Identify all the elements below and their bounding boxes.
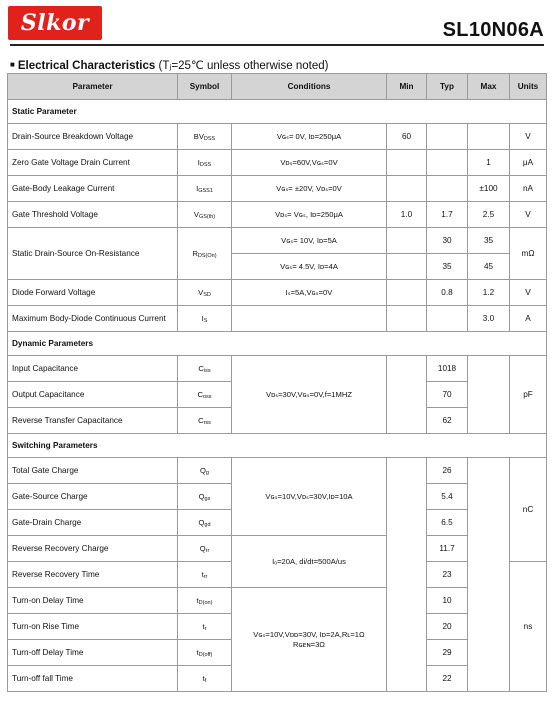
param-cell: Static Drain-Source On-Resistance — [8, 228, 178, 280]
typ-cell: 23 — [427, 562, 468, 588]
unit-cell: V — [510, 202, 547, 228]
section-title: Electrical Characteristics — [17, 60, 156, 72]
param-cell: Reverse Transfer Capacitance — [8, 408, 178, 434]
symbol-cell: Ciss — [178, 356, 232, 382]
param-cell: Reverse Recovery Charge — [8, 536, 178, 562]
switching-condition-line-2: Rɢᴇɴ=3Ω — [293, 639, 325, 649]
param-cell: Total Gate Charge — [8, 458, 178, 484]
group-switching: Switching Parameters — [8, 434, 547, 458]
condition-cell: Vᴅₛ=60V,Vɢₛ=0V — [232, 150, 387, 176]
col-units: Units — [510, 74, 547, 100]
table-row — [8, 588, 547, 614]
max-cell: 45 — [468, 254, 510, 280]
symbol-cell: tD(off) — [178, 640, 232, 666]
condition-cell: Iₛ=5A,Vɢₛ=0V — [232, 280, 387, 306]
max-cell — [468, 124, 510, 150]
unit-cell: nC — [510, 458, 547, 562]
symbol-cell: tD(on) — [178, 588, 232, 614]
min-cell — [387, 280, 427, 306]
unit-cell: mΩ — [510, 228, 547, 280]
symbol-cell: Crss — [178, 408, 232, 434]
col-min: Min — [387, 74, 427, 100]
symbol-cell: IDSS — [178, 150, 232, 176]
typ-cell: 62 — [427, 408, 468, 434]
table-row — [8, 150, 547, 176]
table-row — [8, 356, 547, 382]
unit-cell: V — [510, 124, 547, 150]
table-row — [8, 280, 547, 306]
param-cell: Turn-on Delay Time — [8, 588, 178, 614]
condition-cell: Vɢₛ= 0V, Iᴅ=250μA — [232, 124, 387, 150]
typ-cell: 11.7 — [427, 536, 468, 562]
table-row — [8, 176, 547, 202]
brand-logo — [8, 6, 102, 40]
condition-cell — [232, 588, 387, 692]
group-row — [8, 434, 547, 458]
max-cell: 35 — [468, 228, 510, 254]
typ-cell: 6.5 — [427, 510, 468, 536]
part-number: SL10N06A — [442, 19, 544, 41]
symbol-cell: trr — [178, 562, 232, 588]
unit-cell: pF — [510, 356, 547, 434]
param-cell: Gate Threshold Voltage — [8, 202, 178, 228]
table-row — [8, 536, 547, 562]
min-cell: 60 — [387, 124, 427, 150]
col-max: Max — [468, 74, 510, 100]
section-heading — [10, 58, 328, 72]
unit-cell: V — [510, 280, 547, 306]
param-cell: Gate-Drain Charge — [8, 510, 178, 536]
symbol-cell: Qgd — [178, 510, 232, 536]
logo-text: Slkor — [20, 10, 90, 36]
symbol-cell: IS — [178, 306, 232, 332]
typ-cell — [427, 176, 468, 202]
condition-cell: Vᴅₛ= Vɢₛ, Iᴅ=250μA — [232, 202, 387, 228]
symbol-cell: tr — [178, 614, 232, 640]
col-symbol: Symbol — [178, 74, 232, 100]
symbol-cell: Qg — [178, 458, 232, 484]
param-cell: Reverse Recovery Time — [8, 562, 178, 588]
unit-cell: nA — [510, 176, 547, 202]
typ-cell: 5.4 — [427, 484, 468, 510]
max-cell: 3.0 — [468, 306, 510, 332]
typ-cell: 70 — [427, 382, 468, 408]
typ-cell: 1.7 — [427, 202, 468, 228]
param-cell: Turn-on Rise Time — [8, 614, 178, 640]
table-row — [8, 124, 547, 150]
max-cell: 2.5 — [468, 202, 510, 228]
group-row — [8, 332, 547, 356]
typ-cell — [427, 150, 468, 176]
min-cell — [387, 254, 427, 280]
symbol-cell: IGSS1 — [178, 176, 232, 202]
param-cell: Turn-off Delay Time — [8, 640, 178, 666]
min-cell — [387, 306, 427, 332]
section-subtitle: (Tⱼ=25℃ unless otherwise noted) — [158, 60, 329, 72]
col-conditions: Conditions — [232, 74, 387, 100]
param-cell: Zero Gate Voltage Drain Current — [8, 150, 178, 176]
param-cell: Gate-Source Charge — [8, 484, 178, 510]
condition-cell: Iₒ=20A, di/dt=500A/us — [232, 536, 387, 588]
symbol-cell: BVDSS — [178, 124, 232, 150]
param-cell: Output Capacitance — [8, 382, 178, 408]
section-bullet: ■ — [10, 60, 15, 69]
param-cell: Maximum Body-Diode Continuous Current — [8, 306, 178, 332]
param-cell: Gate-Body Leakage Current — [8, 176, 178, 202]
table-row — [8, 202, 547, 228]
symbol-cell: Qgs — [178, 484, 232, 510]
group-row — [8, 100, 547, 124]
typ-cell: 22 — [427, 666, 468, 692]
typ-cell — [427, 306, 468, 332]
max-cell — [468, 458, 510, 692]
max-cell: ±100 — [468, 176, 510, 202]
header-divider — [10, 44, 544, 46]
table-row — [8, 458, 547, 484]
electrical-characteristics-table — [7, 73, 547, 692]
param-cell: Diode Forward Voltage — [8, 280, 178, 306]
unit-cell: ns — [510, 562, 547, 692]
typ-cell — [427, 124, 468, 150]
param-cell: Drain-Source Breakdown Voltage — [8, 124, 178, 150]
condition-cell: Vɢₛ=10V,Vᴅₛ=30V,Iᴅ=10A — [232, 458, 387, 536]
group-dynamic: Dynamic Parameters — [8, 332, 547, 356]
typ-cell: 26 — [427, 458, 468, 484]
condition-cell: Vɢₛ= 4.5V, Iᴅ=4A — [232, 254, 387, 280]
typ-cell: 30 — [427, 228, 468, 254]
max-cell: 1 — [468, 150, 510, 176]
symbol-cell: VSD — [178, 280, 232, 306]
min-cell — [387, 458, 427, 692]
unit-cell: A — [510, 306, 547, 332]
typ-cell: 29 — [427, 640, 468, 666]
group-static: Static Parameter — [8, 100, 547, 124]
min-cell — [387, 356, 427, 434]
table-row — [8, 306, 547, 332]
min-cell: 1.0 — [387, 202, 427, 228]
col-parameter: Parameter — [8, 74, 178, 100]
unit-cell: μA — [510, 150, 547, 176]
typ-cell: 10 — [427, 588, 468, 614]
param-cell: Input Capacitance — [8, 356, 178, 382]
col-typ: Typ — [427, 74, 468, 100]
condition-cell — [232, 306, 387, 332]
condition-cell: Vᴅₛ=30V,Vɢₛ=0V,f=1MHZ — [232, 356, 387, 434]
table-header-row — [8, 74, 547, 100]
switching-condition-line-1: Vɢₛ=10V,Vᴅᴅ=30V, Iᴅ=2A,Rʟ=1Ω — [253, 629, 365, 639]
param-cell: Turn-off fall Time — [8, 666, 178, 692]
min-cell — [387, 176, 427, 202]
condition-cell: Vɢₛ= 10V, Iᴅ=5A — [232, 228, 387, 254]
typ-cell: 1018 — [427, 356, 468, 382]
symbol-cell: Coss — [178, 382, 232, 408]
condition-cell: Vɢₛ= ±20V, Vᴅₛ=0V — [232, 176, 387, 202]
min-cell — [387, 150, 427, 176]
symbol-cell: RDS(On) — [178, 228, 232, 280]
min-cell — [387, 228, 427, 254]
typ-cell: 0.8 — [427, 280, 468, 306]
symbol-cell: VGS(th) — [178, 202, 232, 228]
max-cell: 1.2 — [468, 280, 510, 306]
typ-cell: 20 — [427, 614, 468, 640]
table-row — [8, 228, 547, 254]
typ-cell: 35 — [427, 254, 468, 280]
symbol-cell: Qrr — [178, 536, 232, 562]
max-cell — [468, 356, 510, 434]
symbol-cell: tf — [178, 666, 232, 692]
